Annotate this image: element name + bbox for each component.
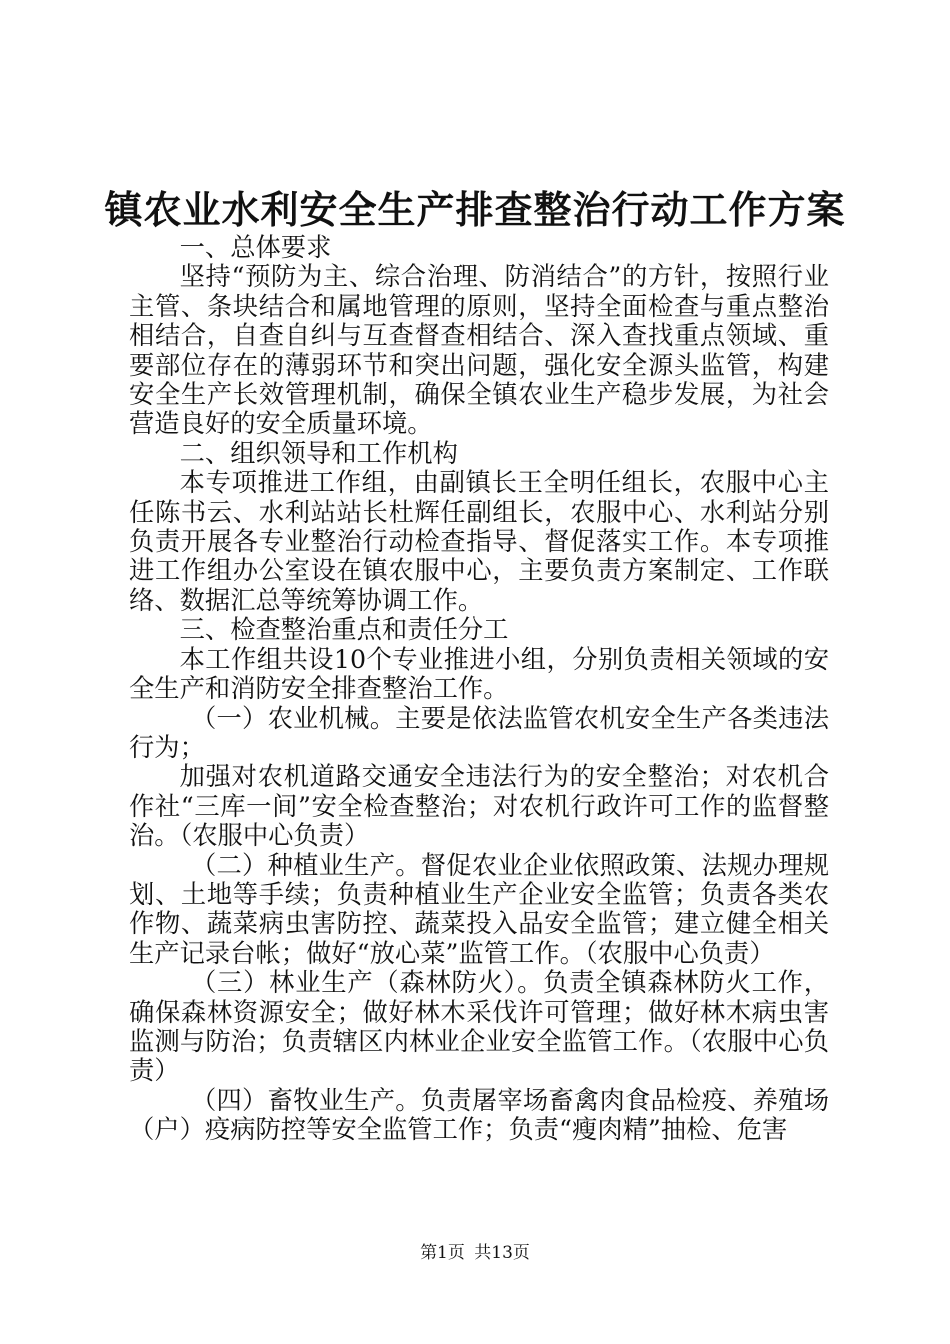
page-number: 第1页 xyxy=(420,1243,465,1263)
paragraph-general-requirements: 坚持“预防为主、综合治理、防消结合”的方针，按照行业主管、条块结合和属地管理的原则，坚持全面检查与重点整治相结合，自查自纠与互查督查相结合、深入查找重点领域、重要部位存在的薄弱环节和突出问题，强化安全源头监管，构建安全生产长效管理机制，确保全镇农业生产稳步发展，为社会营造良好的安全质量环境。 xyxy=(129,262,829,439)
list-item-agricultural-machinery: （一）农业机械。主要是依法监管农机安全生产各类违法行为； xyxy=(129,703,829,762)
section-heading-1: 一、总体要求 xyxy=(179,233,332,262)
document-body xyxy=(129,233,829,1145)
list-item-animal-husbandry: （四）畜牧业生产。负责屠宰场畜禽肉食品检疫、养殖场（户）疫病防控等安全监管工作；负责“瘦肉精”抽检、危害 xyxy=(129,1085,829,1145)
list-item-crop-production: （二）种植业生产。督促农业企业依照政策、法规办理规划、土地等手续；负责种植业生产企业安全监管；负责各类农作物、蔬菜病虫害防控、蔬菜投入品安全监管；建立健全相关生产记录台帐；做好“放心菜”监管工作。（农服中心负责） xyxy=(129,850,829,968)
paragraph-task-groups: 本工作组共设10个专业推进小组，分别负责相关领域的安全生产和消防安全排查整治工作。 xyxy=(129,644,829,704)
paragraph-machinery-details: 加强对农机道路交通安全违法行为的安全整治；对农机合作社“三库一间”安全检查整治；对农机行政许可工作的监督整治。（农服中心负责） xyxy=(129,762,829,851)
page-footer xyxy=(0,1243,950,1263)
section-heading-2: 二、组织领导和工作机构 xyxy=(179,438,458,468)
list-item-forestry: （三）林业生产（森林防火）。负责全镇森林防火工作，确保森林资源安全；做好林木采伐许可管理；做好林木病虫害监测与防治；负责辖区内林业企业安全监管工作。（农服中心负责） xyxy=(129,968,829,1086)
paragraph-organization: 本专项推进工作组，由副镇长王全明任组长，农服中心主任陈书云、水利站站长杜辉任副组长，农服中心、水利站分别负责开展各专业整治行动检查指导、督促落实工作。本专项推进工作组办公室设在镇农服中心，主要负责方案制定、工作联络、数据汇总等统筹协调工作。 xyxy=(129,468,829,615)
page-total: 共13页 xyxy=(474,1243,530,1263)
section-heading-3: 三、检查整治重点和责任分工 xyxy=(179,615,509,645)
document-title: 镇农业水利安全生产排查整治行动工作方案 xyxy=(104,187,846,232)
